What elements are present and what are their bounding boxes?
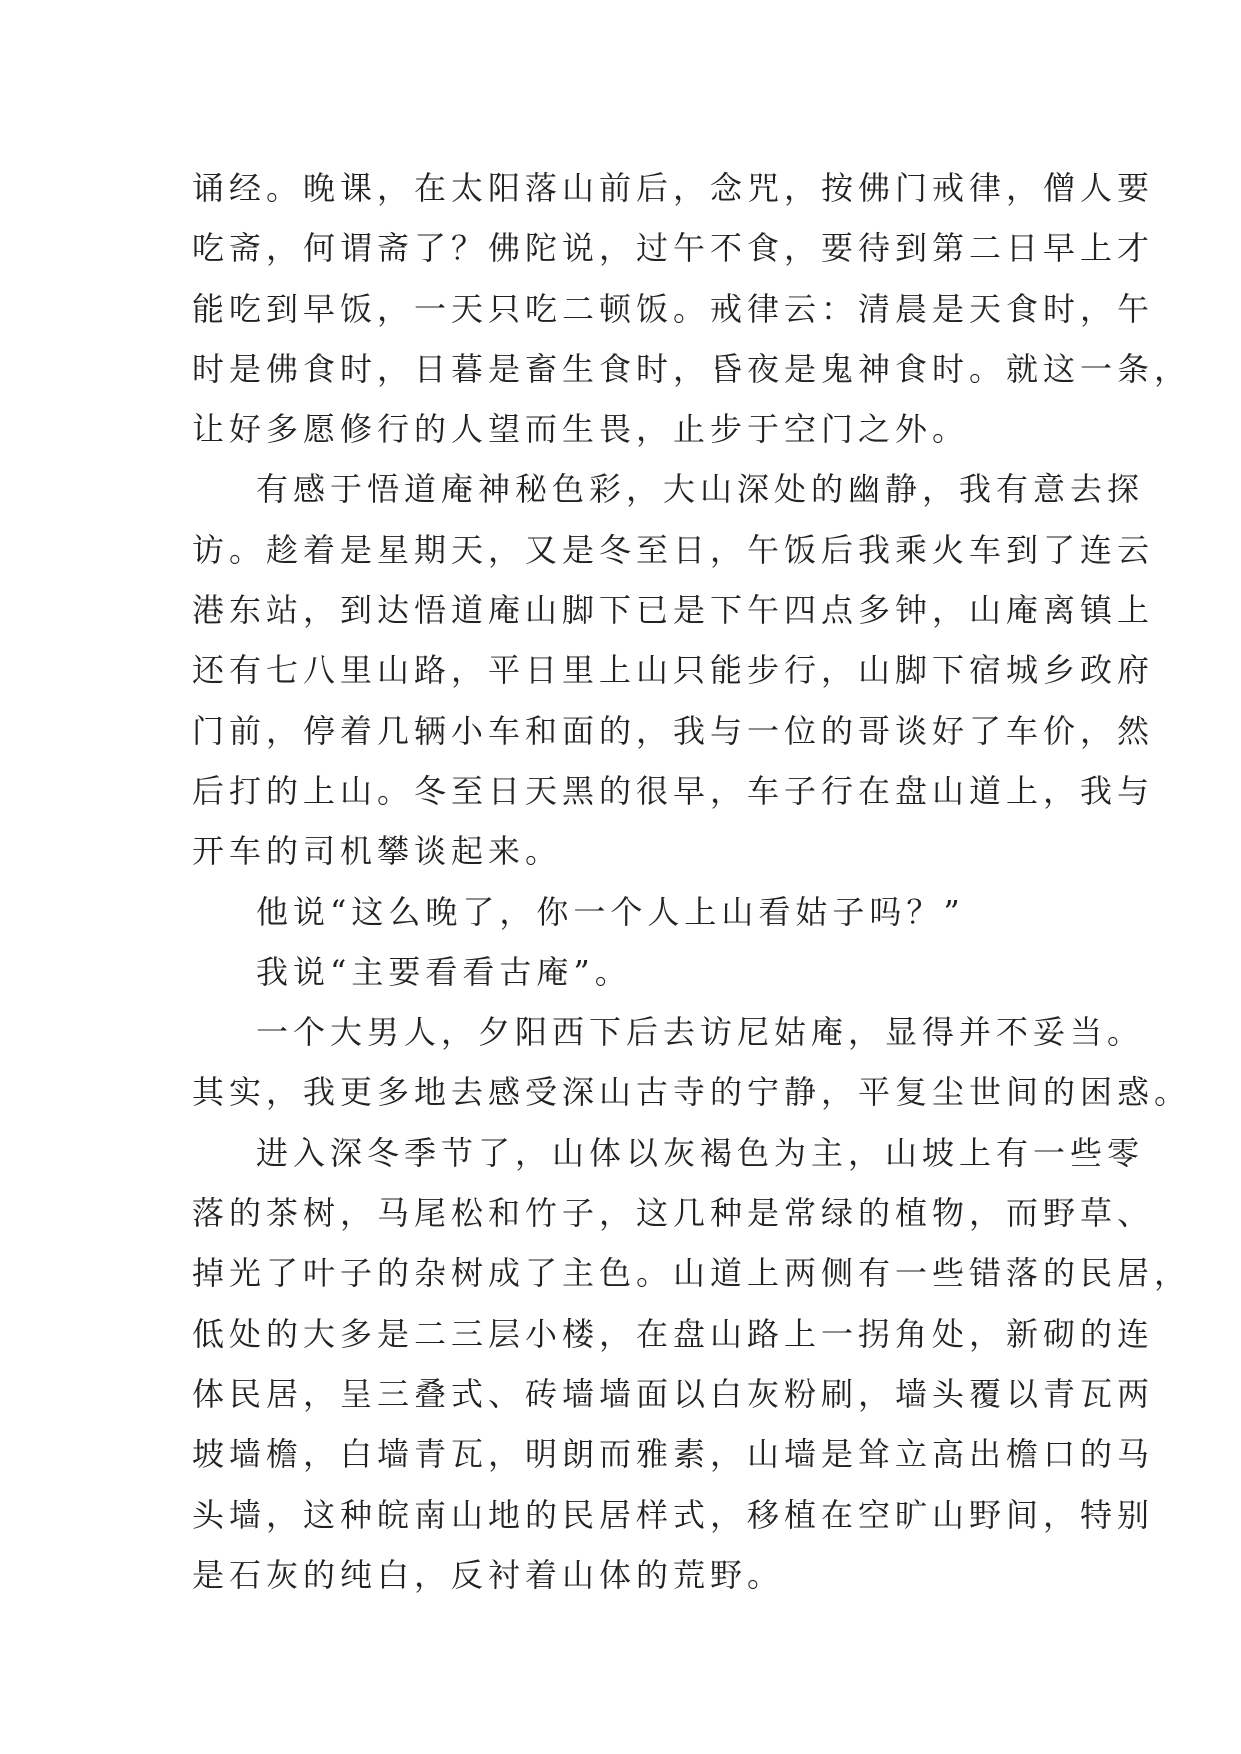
text-line: 有感于悟道庵神秘色彩，大山深处的幽静，我有意去探 <box>256 470 1145 509</box>
paragraph <box>192 942 1072 1002</box>
text-line: 还有七八里山路，平日里上山只能步行，山脚下宿城乡政府 <box>192 651 1155 690</box>
text-line: 能吃到早饭，一天只吃二顿饭。戒律云：清晨是天食时，午 <box>192 289 1155 328</box>
paragraph <box>192 459 1155 881</box>
text-line: 坡墙檐，白墙青瓦，明朗而雅素，山墙是耸立高出檐口的马 <box>192 1435 1155 1474</box>
paragraph <box>192 158 1192 459</box>
text-line: 吃斋，何谓斋了？佛陀说，过午不食，要待到第二日早上才 <box>192 229 1155 268</box>
text-line: 落的茶树，马尾松和竹子，这几种是常绿的植物，而野草、 <box>192 1194 1155 1233</box>
text-line: 时是佛食时，日暮是畜生食时，昏夜是鬼神食时。就这一条， <box>192 349 1192 388</box>
text-line: 后打的上山。冬至日天黑的很早，车子行在盘山道上，我与 <box>192 771 1155 810</box>
text-line: 体民居，呈三叠式、砖墙墙面以白灰粉刷，墙头覆以青瓦两 <box>192 1374 1155 1413</box>
text-line: 诵经。晚课，在太阳落山前后，念咒，按佛门戒律，僧人要 <box>192 169 1155 207</box>
text-line: 进入深冬季节了，山体以灰褐色为主，山坡上有一些零 <box>256 1133 1145 1172</box>
document-body <box>192 158 1192 1605</box>
text-line: 是石灰的纯白，反衬着山体的荒野。 <box>192 1555 785 1594</box>
text-line: 访。趁着是星期天，又是冬至日，午饭后我乘火车到了连云 <box>192 530 1155 569</box>
text-line: 开车的司机攀谈起来。 <box>192 832 563 871</box>
paragraph <box>192 1002 1192 1123</box>
text-line: 低处的大多是二三层小楼，在盘山路上一拐角处，新砌的连 <box>192 1314 1155 1353</box>
paragraph <box>192 882 1072 942</box>
text-line: 让好多愿修行的人望而生畏，止步于空门之外。 <box>192 410 970 449</box>
text-line: 其实，我更多地去感受深山古寺的宁静，平复尘世间的困惑。 <box>192 1073 1192 1112</box>
text-line: 我说“主要看看古庵”。 <box>256 952 632 991</box>
text-line: 头墙，这种皖南山地的民居样式，移植在空旷山野间，特别 <box>192 1495 1155 1534</box>
paragraph <box>192 1123 1192 1605</box>
text-line: 门前，停着几辆小车和面的，我与一位的哥谈好了车价，然 <box>192 711 1155 750</box>
text-line: 他说“这么晚了，你一个人上山看姑子吗？” <box>256 892 965 931</box>
text-line: 港东站，到达悟道庵山脚下已是下午四点多钟，山庵离镇上 <box>192 591 1155 630</box>
text-line: 掉光了叶子的杂树成了主色。山道上两侧有一些错落的民居， <box>192 1254 1192 1293</box>
text-line: 一个大男人，夕阳西下后去访尼姑庵，显得并不妥当。 <box>256 1013 1145 1052</box>
